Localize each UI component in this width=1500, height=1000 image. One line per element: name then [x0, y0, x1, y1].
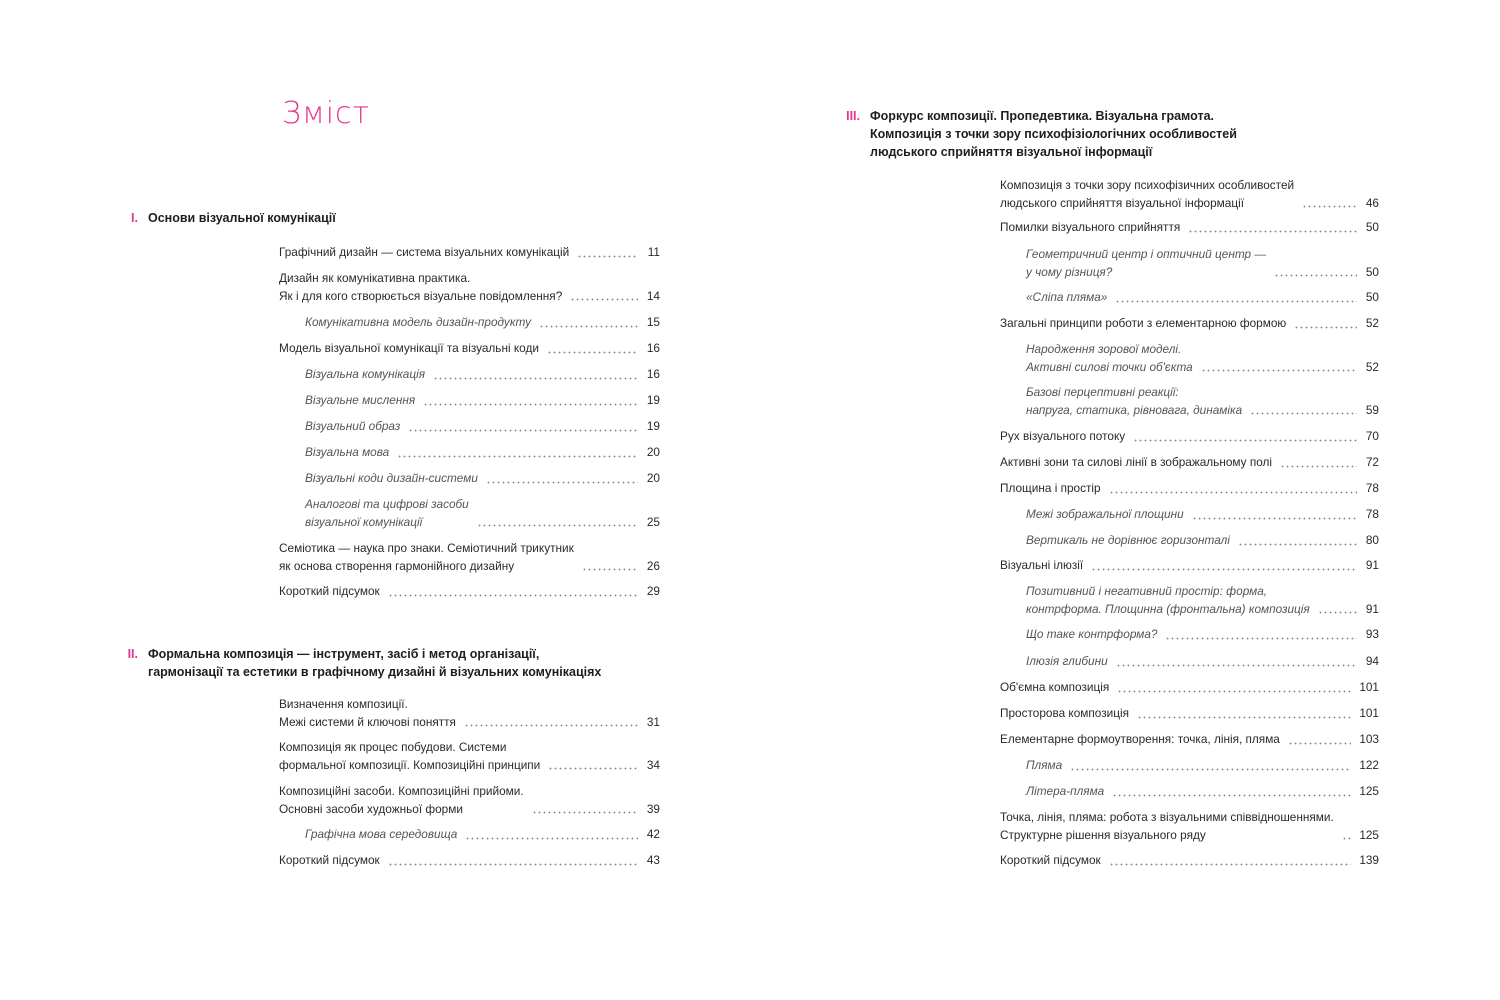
page-number: 50 — [1365, 220, 1379, 234]
toc-subentry[interactable] — [1026, 653, 1379, 671]
entry-title: Площина і простір — [1000, 481, 1101, 495]
page-number: 139 — [1359, 853, 1379, 867]
section-number: I. — [131, 211, 138, 225]
section-title: Форкурс композиції. Пропедевтика. Візуальна грамота. Композиція з точки зору психофізіологічних особливостей людського сприйняття візуальної інформації — [870, 109, 1237, 159]
page-number: 70 — [1365, 429, 1379, 443]
page-number: 20 — [646, 445, 660, 459]
toc-subentry[interactable] — [305, 366, 660, 384]
dot-leader — [548, 767, 638, 770]
entry-title: Пляма — [1026, 758, 1063, 772]
entry-title: Композиція як процес побудови. Системи формальної композиції. Композиційні принципи — [279, 740, 541, 772]
toc-subentry[interactable] — [1026, 532, 1379, 550]
page-number: 46 — [1365, 195, 1379, 210]
toc-entry[interactable] — [1000, 557, 1379, 575]
entry-title: Визначення композиції. Межі системи й ключові поняття — [279, 697, 456, 729]
dot-leader — [1109, 863, 1352, 866]
page-number: 78 — [1365, 507, 1379, 521]
entry-title: Візуальні ілюзії — [1000, 558, 1084, 572]
page-number: 103 — [1359, 732, 1379, 746]
toc-subentry[interactable] — [1026, 757, 1379, 775]
toc-subentry[interactable] — [1026, 626, 1379, 644]
entry-title: Геометричний центр і оптичний центр — у чому різниця? — [1026, 247, 1267, 279]
toc-entry[interactable] — [279, 583, 660, 601]
entry-title: Що таке контрформа? — [1026, 627, 1158, 641]
page-number: 91 — [1365, 558, 1379, 572]
dot-leader — [1117, 690, 1351, 693]
page-number: 101 — [1359, 680, 1379, 694]
entry-title: Дизайн як комунікативна практика. Як і для кого створюється візуальне повідомлення? — [279, 271, 563, 303]
toc-entry[interactable] — [279, 270, 660, 305]
entry-title: Просторова композиція — [1000, 706, 1129, 720]
page-number: 94 — [1365, 654, 1379, 668]
toc-subentry[interactable] — [305, 470, 660, 488]
toc-entry[interactable] — [279, 244, 660, 262]
entry-title: Композиційні засоби. Композиційні прийоми. Основні засоби художньої форми — [279, 784, 524, 816]
dot-leader — [1250, 412, 1357, 415]
toc-subentry[interactable] — [1026, 246, 1379, 281]
section-heading-3 — [846, 107, 1410, 161]
entry-title: Комунікативна модель дизайн-продукту — [305, 315, 532, 329]
page-number: 19 — [646, 419, 660, 433]
toc-entry[interactable] — [1000, 679, 1379, 697]
dot-leader — [397, 455, 638, 458]
entry-title: Модель візуальної комунікації та візуальні коди — [279, 341, 539, 355]
page-number: 29 — [646, 584, 660, 598]
toc-entry[interactable] — [1000, 315, 1379, 333]
page-number: 16 — [646, 367, 660, 381]
dot-leader — [1274, 274, 1357, 277]
page-number: 93 — [1365, 627, 1379, 641]
dot-leader — [570, 298, 638, 301]
page-number: 31 — [646, 714, 660, 729]
dot-leader — [477, 524, 638, 527]
page-number: 50 — [1365, 290, 1379, 304]
toc-entry[interactable] — [1000, 219, 1379, 237]
toc-subentry[interactable] — [1026, 384, 1379, 419]
toc-entry[interactable] — [279, 340, 660, 358]
page-number: 42 — [646, 827, 660, 841]
toc-subentry[interactable] — [305, 496, 660, 531]
dot-leader — [1294, 326, 1357, 329]
page-number: 101 — [1359, 706, 1379, 720]
dot-leader — [1280, 465, 1357, 468]
entry-title: Аналогові та цифрові засоби візуальної комунікації — [305, 497, 469, 529]
page-number: 125 — [1359, 827, 1379, 842]
dot-leader — [388, 863, 638, 866]
toc-entry[interactable] — [1000, 428, 1379, 446]
page-number: 122 — [1359, 758, 1379, 772]
dot-leader — [582, 568, 638, 571]
page-number: 26 — [646, 558, 660, 573]
toc-subentry[interactable] — [1026, 341, 1379, 376]
entry-title: Народження зорової моделі. Активні силові точки об'єкта — [1026, 342, 1193, 374]
entry-title: Загальні принципи роботи з елементарною формою — [1000, 316, 1287, 330]
page-number: 43 — [646, 853, 660, 867]
page-number: 125 — [1359, 784, 1379, 798]
section-heading-1 — [131, 209, 688, 227]
entry-title: Візуальна комунікація — [305, 367, 425, 381]
toc-entry[interactable] — [1000, 809, 1379, 844]
section-title: Основи візуальної комунікації — [148, 211, 336, 225]
entry-title: Графічна мова середовища — [305, 827, 458, 841]
dot-leader — [577, 255, 638, 258]
entry-title: Активні зони та силові лінії в зображальному полі — [1000, 455, 1273, 469]
entry-title: Візуальне мислення — [305, 393, 416, 407]
dot-leader — [1201, 369, 1357, 372]
dot-leader — [1137, 716, 1351, 719]
page-number: 11 — [647, 245, 660, 259]
entry-title: Візуальні коди дизайн-системи — [305, 471, 478, 485]
dot-leader — [1115, 300, 1357, 303]
dot-leader — [1112, 794, 1351, 797]
entry-title: Короткий підсумок — [279, 584, 380, 598]
dot-leader — [408, 429, 638, 432]
entry-title: Вертикаль не дорівнює горизонталі — [1026, 533, 1230, 547]
entry-title: Семіотика — наука про знаки. Семіотичний трикутник як основа створення гармонійного дизайну — [279, 541, 574, 573]
dot-leader — [1109, 491, 1357, 494]
page-number: 25 — [646, 514, 660, 529]
dot-leader — [1188, 230, 1357, 233]
dot-leader — [464, 724, 638, 727]
page-number: 16 — [646, 341, 660, 355]
toc-subentry[interactable] — [305, 314, 660, 332]
dot-leader — [433, 377, 638, 380]
toc-entry[interactable] — [279, 783, 660, 818]
entry-title: Короткий підсумок — [279, 853, 380, 867]
entry-title: Базові перцептивні реакції: напруга, статика, рівновага, динаміка — [1026, 385, 1243, 417]
toc-entry[interactable] — [1000, 705, 1379, 723]
entry-title: Літера-пляма — [1026, 784, 1105, 798]
entry-title: Ілюзія глибини — [1026, 654, 1108, 668]
section-number: II. — [127, 647, 138, 661]
dot-leader — [547, 351, 638, 354]
entry-title: Візуальний образ — [305, 419, 401, 433]
entry-title: Композиція з точки зору психофізичних особливостей людського сприйняття візуальної інформації — [1000, 178, 1295, 210]
page-number: 59 — [1365, 402, 1379, 417]
toc-entry[interactable] — [279, 852, 660, 870]
toc-entry[interactable] — [1000, 852, 1379, 870]
toc-entry[interactable] — [279, 540, 660, 575]
entry-title: Межі зображальної площини — [1026, 507, 1184, 521]
entry-title: Візуальна мова — [305, 445, 390, 459]
dot-leader — [486, 481, 638, 484]
dot-leader — [1238, 543, 1357, 546]
dot-leader — [1116, 664, 1357, 667]
page-number: 14 — [646, 288, 660, 303]
dot-leader — [539, 325, 638, 328]
dot-leader — [1318, 611, 1357, 614]
page-number: 39 — [646, 801, 660, 816]
page-number: 20 — [646, 471, 660, 485]
dot-leader — [465, 837, 638, 840]
dot-leader — [388, 594, 638, 597]
dot-leader — [1133, 439, 1357, 442]
entry-title: Помилки візуального сприйняття — [1000, 220, 1181, 234]
page-number: 52 — [1365, 359, 1379, 374]
page-title: Зміст — [282, 96, 371, 131]
dot-leader — [1192, 517, 1357, 520]
entry-title: «Сліпа пляма» — [1026, 290, 1108, 304]
entry-title: Точка, лінія, пляма: робота з візуальними співвідношеннями. Структурне рішення візуального ряду — [1000, 810, 1334, 842]
toc-subentry[interactable] — [305, 392, 660, 410]
toc-entry[interactable] — [1000, 454, 1379, 472]
section-heading-2 — [127, 645, 688, 681]
entry-title: Об'ємна композиція — [1000, 680, 1110, 694]
toc-subentry[interactable] — [1026, 506, 1379, 524]
toc-subentry[interactable] — [305, 826, 660, 844]
page-number: 19 — [646, 393, 660, 407]
dot-leader — [1091, 568, 1357, 571]
page-number: 50 — [1365, 264, 1379, 279]
page-number: 15 — [646, 315, 660, 329]
toc-entry[interactable] — [279, 696, 660, 731]
page-number: 52 — [1365, 316, 1379, 330]
page-number: 80 — [1365, 533, 1379, 547]
dot-leader — [1070, 768, 1351, 771]
toc-subentry[interactable] — [305, 444, 660, 462]
toc-entry[interactable] — [1000, 731, 1379, 749]
entry-title: Короткий підсумок — [1000, 853, 1101, 867]
section-title: Формальна композиція — інструмент, засіб і метод організації, гармонізації та естетики в графічному дизайні й візуальних комунікаціях — [148, 647, 602, 679]
page-number: 34 — [646, 757, 660, 772]
entry-title: Графічний дизайн — система візуальних комунікацій — [279, 245, 570, 259]
page-number: 78 — [1365, 481, 1379, 495]
dot-leader — [1288, 742, 1351, 745]
dot-leader — [1165, 637, 1357, 640]
dot-leader — [1302, 205, 1357, 208]
toc-subentry[interactable] — [305, 418, 660, 436]
dot-leader — [423, 403, 638, 406]
toc-entry[interactable] — [1000, 480, 1379, 498]
toc-subentry[interactable] — [1026, 783, 1379, 801]
entry-title: Елементарне формоутворення: точка, лінія, пляма — [1000, 732, 1280, 746]
section-number: III. — [846, 109, 860, 123]
page-number: 72 — [1365, 455, 1379, 469]
toc-subentry[interactable] — [1026, 289, 1379, 307]
entry-title: Позитивний і негативний простір: форма, контрформа. Площинна (фронтальна) композиція — [1026, 584, 1310, 616]
entry-title: Рух візуального потоку — [1000, 429, 1126, 443]
toc-entry[interactable] — [279, 739, 660, 774]
page-number: 91 — [1365, 601, 1379, 616]
toc-subentry[interactable] — [1026, 583, 1379, 618]
toc-entry[interactable] — [1000, 177, 1379, 212]
dot-leader — [1342, 837, 1352, 840]
dot-leader — [532, 811, 638, 814]
